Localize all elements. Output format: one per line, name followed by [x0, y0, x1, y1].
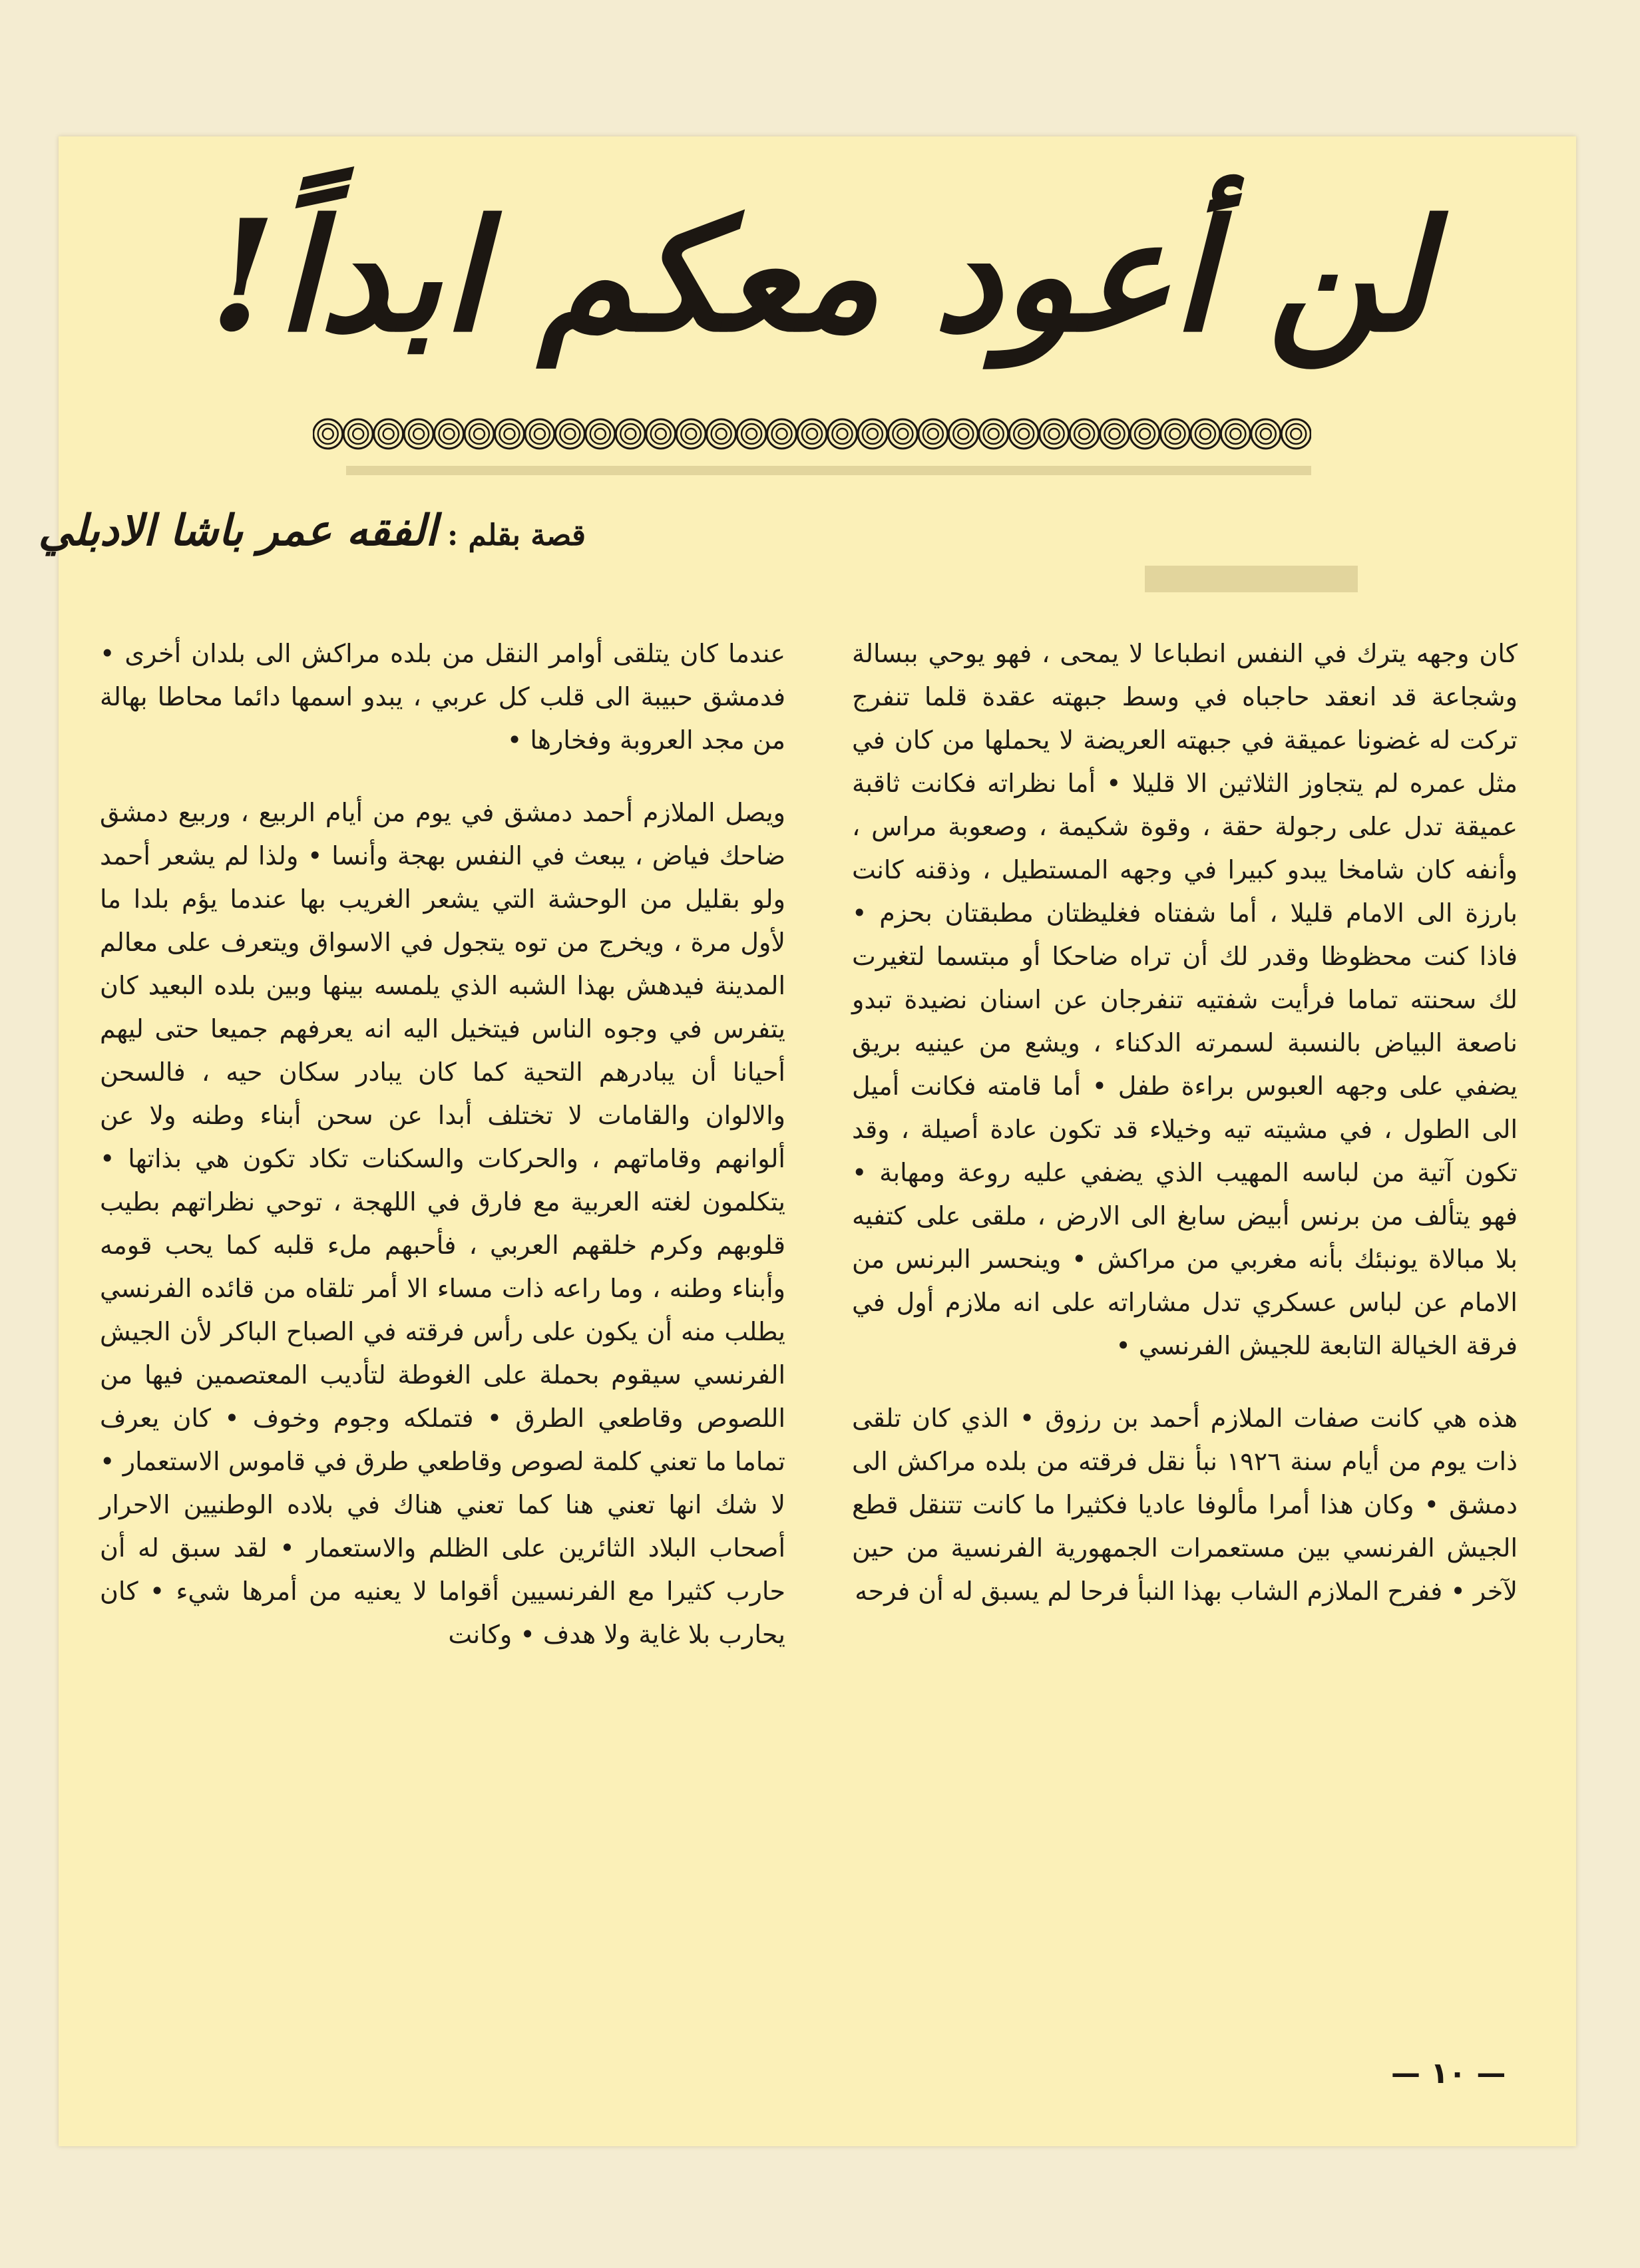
ornament-circle: [499, 424, 519, 444]
ornament-circle: [712, 424, 731, 444]
ornament-circle: [469, 424, 489, 444]
ornament-circle: [716, 429, 727, 439]
paragraph: هذه هي كانت صفات الملازم أحمد بن رزوق • الذي كان تلقى ذات يوم من أيام سنة ١٩٢٦ نبأ نقل فرقته من بلده مراكش الى دمشق • وكان هذا أمرا مألوفا عاديا فكثيرا ما كانت تتنقل قطع الجيش الفرنسي بين مستعمرات الجمهورية الفرنسية من حين لآخر • ففرح الملازم الشاب بهذا النبأ فرحا لم يسبق له أن فرحه: [852, 1404, 1518, 1606]
ornament-circle: [409, 424, 429, 444]
ornament-divider: [313, 414, 1311, 454]
ornament-circle: [504, 429, 514, 439]
ornament-circle: [1286, 424, 1306, 444]
ornament-circle: [897, 429, 908, 439]
ornament-circle: [984, 424, 1004, 444]
ornament-circle: [1291, 429, 1301, 439]
ornament-circle: [439, 424, 459, 444]
ornament-circle: [1105, 424, 1125, 444]
ornament-circle: [1225, 424, 1245, 444]
ornament-circle: [444, 429, 455, 439]
ornament-circle: [1256, 424, 1276, 444]
paragraph: كان وجهه يترك في النفس انطباعا لا يمحى ، فهو يوحي ببسالة وشجاعة قد انعقد حاجباه في وسط جبهته عقدة قلما تنفرج تركت له غضونا عميقة في جبهته العريضة لا يحملها من كان في مثل عمره لم يتجاوز الثلاثين الا قليلا • أما نظراته فكانت ثاقبة عميقة تدل على رجولة حقة ، وقوة شكيمة ، وصعوبة مراس ، وأنفه كان شامخا يبدو كبيرا في وجهه المستطيل ، وذقنه كانت بارزة الى الامام قليلا ، أما شفتاه فغليظتان مطبقتان بحزم • فاذا كنت محظوظا وقدر لك أن تراه ضاحكا أو مبتسما لتغيرت لك سحنته تماما فرأيت شفتيه تنفرجان عن اسنان نضيدة تبدو ناصعة البياض بالنسبة لسمرته الدكناء ، ويشع من عينيه بريق يضفي على وجهه العبوس براءة طفل • أما قامته فكانت أميل الى الطول ، في مشيته تيه وخيلاء قد تكون عادة أصيلة ، وقد تكون آتية من لباسه المهيب الذي يضفي عليه روعة ومهابة • فهو يتألف من برنس أبيض سابغ الى الارض ، ملقى على كتفيه بلا مبالاة يونبئك بأنه مغربي من مراكش • وينحسر البرنس من الامام عن لباس عسكري تدل مشاراته على انه ملازم أول في فرقة الخيالة التابعة للجيش الفرنسي •: [852, 639, 1518, 1360]
ornament-circle: [741, 424, 761, 444]
ornament-circle: [958, 429, 968, 439]
byline: [38, 506, 586, 556]
ornament-circle: [651, 424, 671, 444]
ornament-circle: [953, 424, 973, 444]
ornament-circle: [923, 424, 943, 444]
ornament-circle: [560, 424, 580, 444]
print-smudge: [1145, 566, 1358, 592]
ornament-circle: [988, 429, 999, 439]
ornament-circle: [837, 429, 847, 439]
ornament-circle: [1014, 424, 1034, 444]
ornament-circle: [1261, 429, 1271, 439]
ornament-circle: [777, 429, 787, 439]
ornament-circle: [534, 429, 545, 439]
byline-prefix: قصة بقلم :: [447, 518, 586, 552]
ornament-circle: [413, 429, 424, 439]
story-title: لن أعود معكم ابداً!: [209, 186, 1431, 366]
ornament-circle: [772, 424, 792, 444]
ornament-circle: [348, 424, 368, 444]
ornament-circle: [1074, 424, 1094, 444]
ornament-circle: [530, 424, 550, 444]
ornament-circle: [595, 429, 606, 439]
page-number: — ١٠ —: [1391, 2056, 1506, 2090]
ornament-circle: [1169, 429, 1180, 439]
ornament-circle: [807, 429, 817, 439]
ornament-circle: [1044, 424, 1064, 444]
ornament-circle: [353, 429, 363, 439]
ornament-circle: [383, 429, 394, 439]
ornament-circle: [893, 424, 913, 444]
ornament-circle: [564, 429, 575, 439]
ornament-circle: [625, 429, 636, 439]
ornament-circle: [1049, 429, 1060, 439]
ornament-circle: [590, 424, 610, 444]
ornament-circle: [863, 424, 883, 444]
ornament-circle: [379, 424, 399, 444]
ornament-circle: [323, 429, 333, 439]
ornament-circle: [1200, 429, 1211, 439]
article-column-left: [100, 632, 785, 1656]
ornament-circle: [1230, 429, 1241, 439]
article-column-right: [852, 632, 1518, 1613]
ornament-circle: [1135, 424, 1155, 444]
ornament-circle: [474, 429, 485, 439]
paragraph: عندما كان يتلقى أوامر النقل من بلده مراكش الى بلدان أخرى • فدمشق حبيبة الى قلب كل عربي ، يبدو اسمها دائما محاطا بهالة من مجد العروبة وفخارها •: [100, 639, 785, 755]
ornament-circle: [746, 429, 757, 439]
ornament-circle: [1165, 424, 1185, 444]
ornament-circle: [832, 424, 852, 444]
ornament-circle: [686, 429, 696, 439]
ornament-circle: [1079, 429, 1090, 439]
ornament-circle: [1139, 429, 1150, 439]
ornament-circle: [318, 424, 338, 444]
author-name: الفقه عمر باشا الادبلي: [38, 506, 437, 556]
ornament-circle: [1195, 424, 1215, 444]
print-smudge: [346, 466, 1311, 475]
ornament-circle: [681, 424, 701, 444]
ornament-circle: [928, 429, 938, 439]
ornament-circle: [1110, 429, 1120, 439]
ornament-circle: [1018, 429, 1029, 439]
ornament-circle: [867, 429, 878, 439]
ornament-circle: [656, 429, 666, 439]
paragraph: ويصل الملازم أحمد دمشق في يوم من أيام الربيع ، وربيع دمشق ضاحك فياض ، يبعث في النفس بهجة وأنسا • ولذا لم يشعر أحمد ولو بقليل من الوحشة التي يشعر الغريب بها عندما يؤم بلدا ما لأول مرة ، ويخرج من توه يتجول في الاسواق ويتعرف على معالم المدينة فيدهش بهذا الشبه الذي يلمسه بينها وبين بلده البعيد كان يتفرس في وجوه الناس فيتخيل اليه انه يعرفهم جميعا حتى ليهم أحيانا أن يبادرهم التحية كما كان يبادر سكان حيه ، فالسحن والالوان والقامات لا تختلف أبدا عن سحن أبناء وطنه ولا عن ألوانهم وقاماتهم ، والحركات والسكنات تكاد تكون هي بذاتها • يتكلمون لغته العربية مع فارق في اللهجة ، توحي نظراتهم بطيب قلوبهم وكرم خلقهم العربي ، فأحبهم ملء قلبه كما يحب قومه وأبناء وطنه ، وما راعه ذات مساء الا أمر تلقاه من قائده الفرنسي يطلب منه أن يكون على رأس فرقته في الصباح الباكر لأن الجيش الفرنسي سيقوم بحملة على الغوطة لتأديب المعتصمين فيها من اللصوص وقاطعي الطرق • فتملكه وجوم وخوف • كان يعرف تماما ما تعني كلمة لصوص وقاطعي طرق في قاموس الاستعمار • لا شك انها تعني هنا كما تعني هناك في بلاده الوطنيين الاحرار أصحاب البلاد الثائرين على الظلم والاستعمار • لقد سبق له أن حارب كثيرا مع الفرنسيين أقواما لا يعنيه من أمرها شيء • كان يحارب بلا غاية ولا هدف • وكانت: [100, 798, 785, 1649]
ornament-circle: [620, 424, 640, 444]
ornament-circle: [802, 424, 822, 444]
